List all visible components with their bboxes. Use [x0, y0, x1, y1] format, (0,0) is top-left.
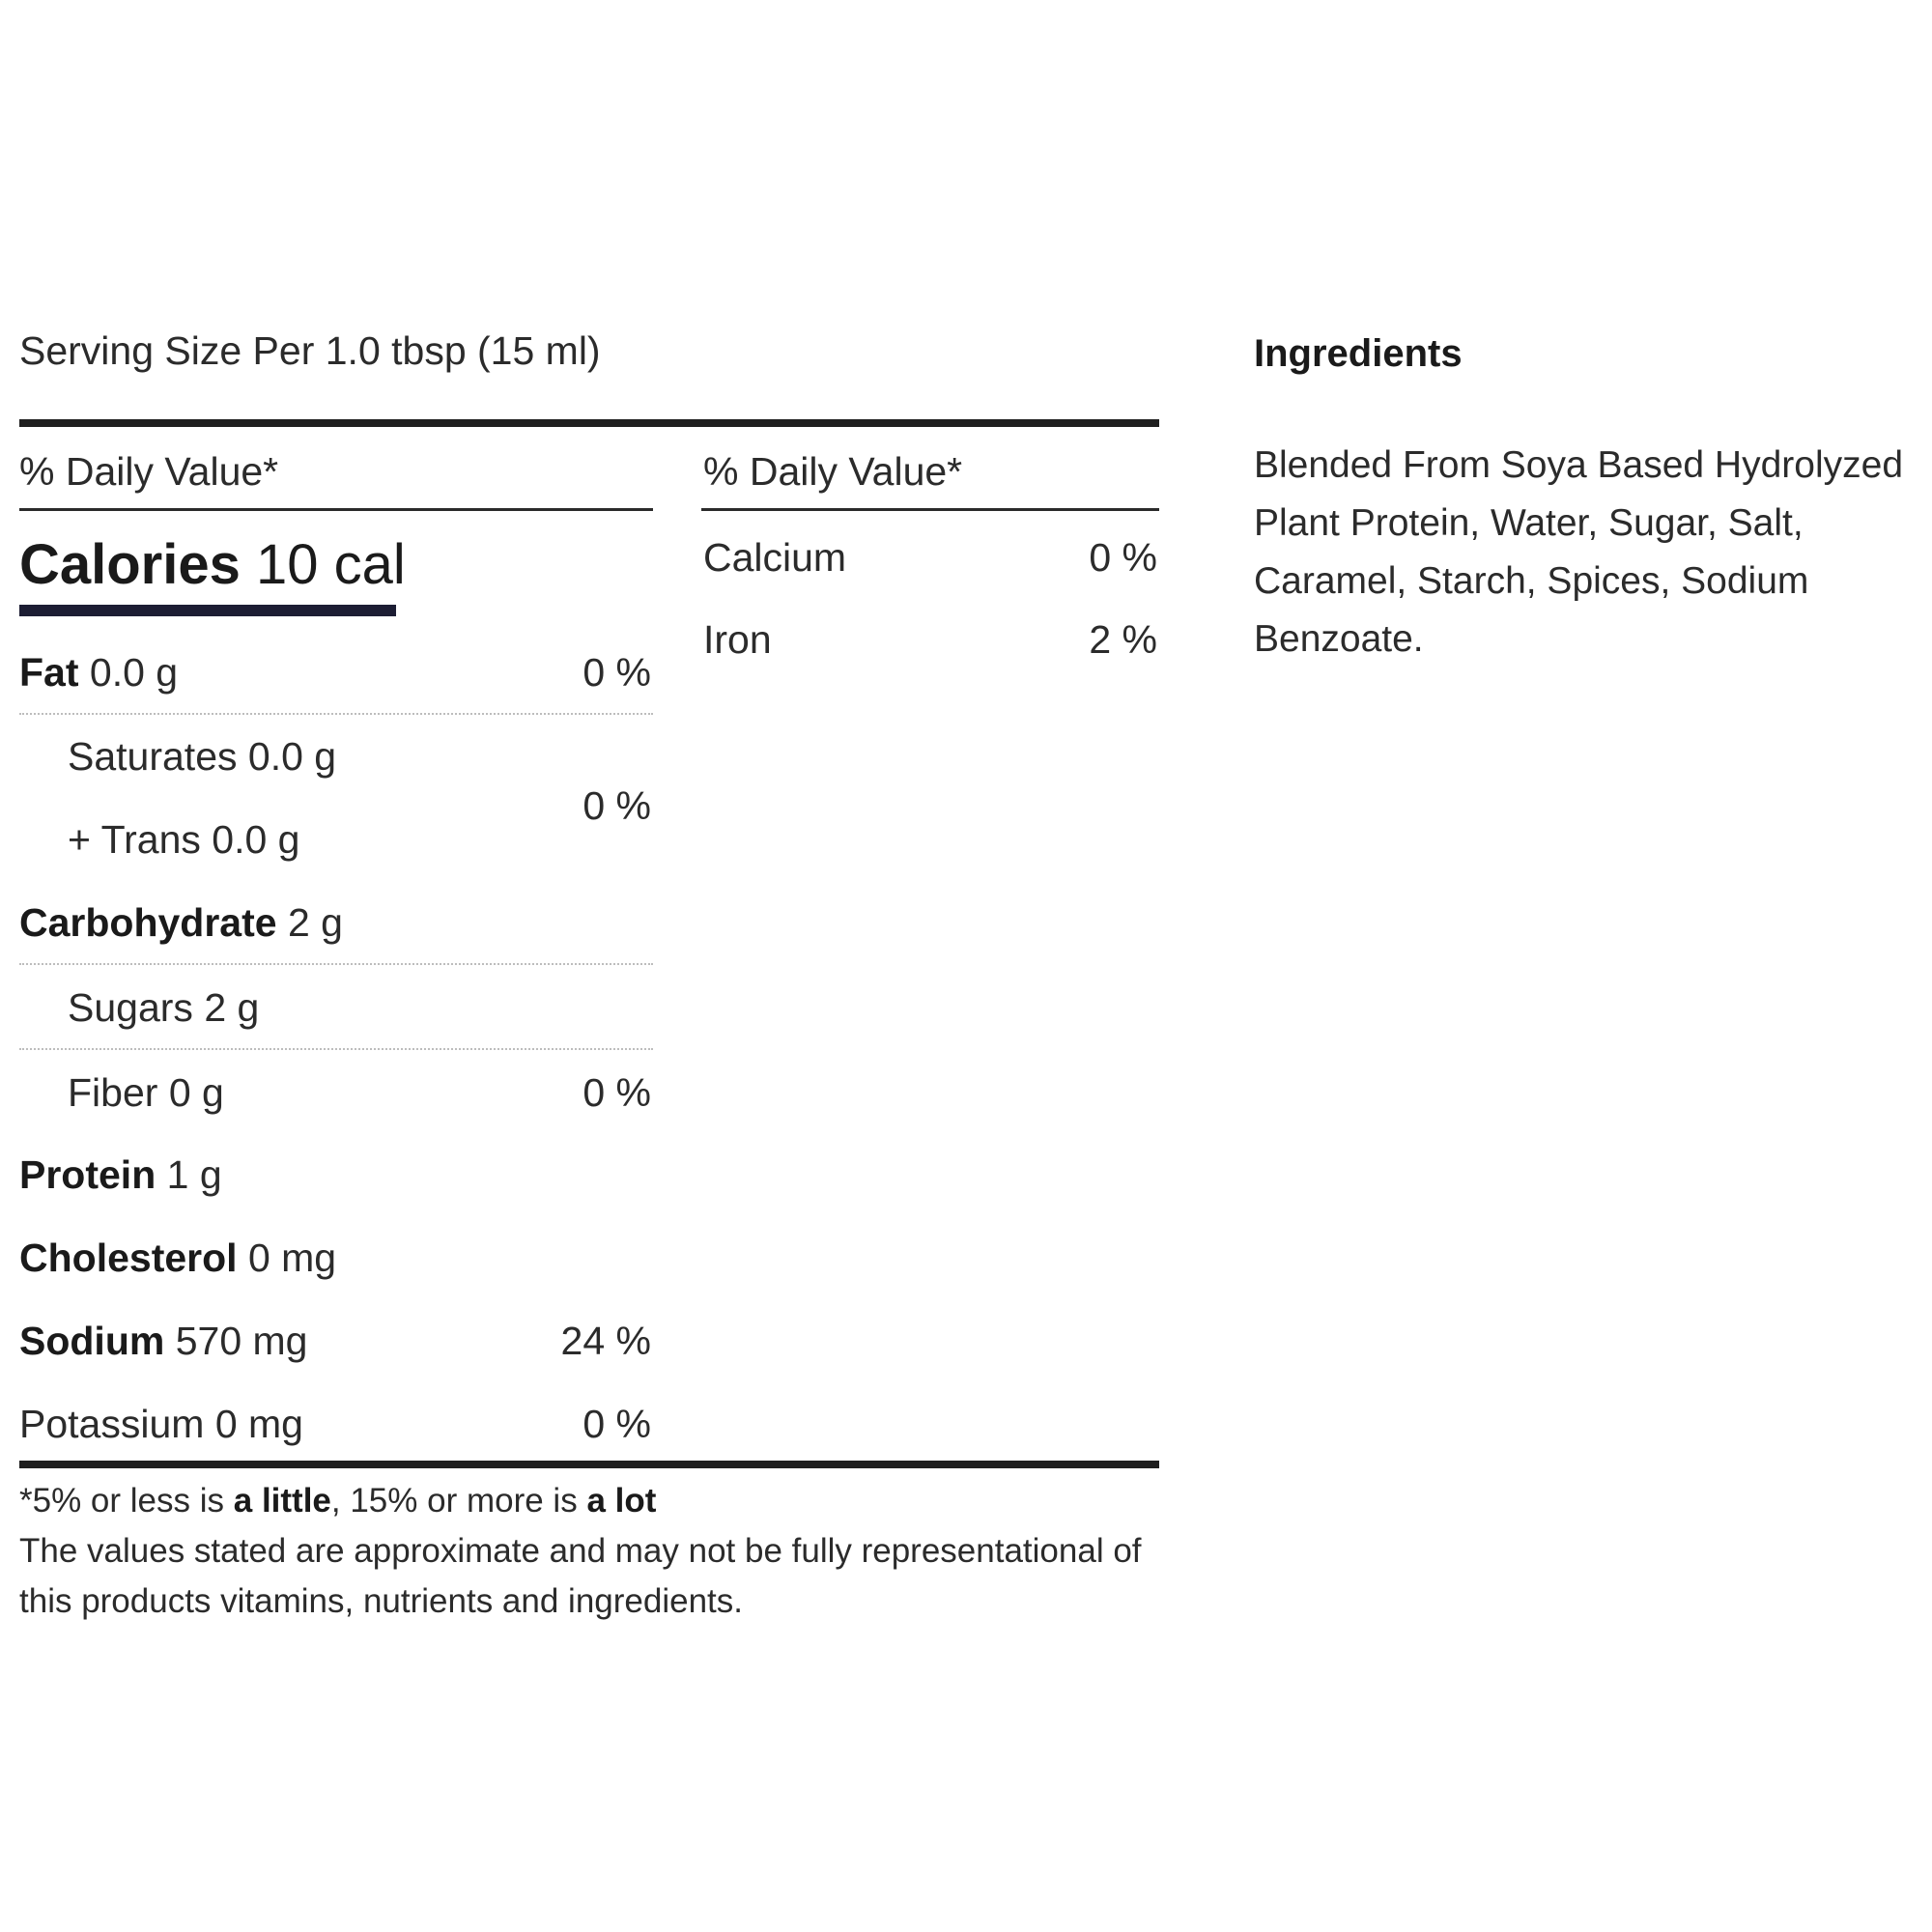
ingredients-title: Ingredients [1254, 332, 1463, 375]
right-header-rule [701, 508, 1159, 511]
carbohydrate-row [19, 900, 343, 945]
footnote-lot: a lot [586, 1482, 657, 1520]
calcium-percent: 0 % [1089, 535, 1157, 580]
sodium-row [19, 1321, 308, 1361]
fat-row [19, 650, 179, 695]
potassium-amount: 0 mg [214, 1402, 303, 1446]
potassium-percent: 0 % [582, 1402, 651, 1446]
sodium-amount: 570 mg [175, 1319, 308, 1363]
fat-label: Fat [19, 650, 79, 695]
protein-amount: 1 g [166, 1152, 222, 1197]
cholesterol-amount: 0 mg [247, 1236, 337, 1280]
calories-label: Calories [19, 533, 241, 596]
daily-value-header-right: % Daily Value* [703, 449, 963, 494]
trans-amount: 0.0 g [212, 817, 300, 862]
fat-percent: 0 % [582, 650, 651, 695]
fat-amount: 0.0 g [89, 650, 179, 695]
footnote-little: a little [233, 1482, 331, 1520]
fiber-row [68, 1070, 224, 1115]
fiber-amount: 0 g [168, 1070, 224, 1115]
footnote-scale [19, 1476, 1217, 1526]
sugars-divider [19, 1048, 653, 1050]
top-rule [19, 419, 1159, 427]
sugars-row [68, 985, 260, 1030]
cholesterol-row [19, 1238, 336, 1278]
fiber-label: Fiber [68, 1070, 158, 1115]
iron-percent: 2 % [1089, 617, 1157, 662]
saturates-label: Saturates [68, 734, 238, 779]
footnote-middle: , 15% or more is [330, 1482, 587, 1520]
calcium-label: Calcium [703, 535, 847, 580]
sugars-label: Sugars [68, 985, 193, 1030]
saturates-amount: 0.0 g [247, 734, 337, 779]
trans-label: + Trans [68, 817, 201, 862]
cholesterol-label: Cholesterol [19, 1236, 238, 1280]
fiber-percent: 0 % [582, 1070, 651, 1115]
trans-row [68, 817, 300, 862]
calories-value: 10 cal [256, 533, 406, 596]
ingredients-text: Blended From Soya Based Hydrolyzed Plant Protein, Water, Sugar, Salt, Caramel, Starch, Spices, Sodium Benzoate. [1254, 444, 1904, 660]
potassium-label: Potassium [19, 1402, 205, 1446]
protein-row [19, 1152, 222, 1197]
carbohydrate-amount: 2 g [287, 900, 343, 945]
footnote [19, 1476, 1217, 1626]
calories-row [19, 533, 406, 596]
footnote-prefix: *5% or less is [19, 1482, 234, 1520]
left-header-rule [19, 508, 653, 511]
daily-value-header-left: % Daily Value* [19, 449, 279, 494]
fat-divider [19, 713, 653, 715]
iron-label: Iron [703, 617, 772, 662]
calories-underline [19, 605, 396, 616]
saturates-trans-percent: 0 % [582, 783, 651, 828]
protein-label: Protein [19, 1152, 156, 1197]
saturates-row [68, 734, 337, 779]
serving-size: Serving Size Per 1.0 tbsp (15 ml) [19, 328, 601, 373]
sodium-label: Sodium [19, 1319, 165, 1363]
footnote-disclaimer: The values stated are approximate and may not be fully representational of this products vitamins, nutrients and ingredients. [19, 1531, 1142, 1620]
potassium-row [19, 1402, 303, 1446]
sodium-percent: 24 % [560, 1319, 651, 1363]
carbohydrate-divider [19, 963, 653, 965]
bottom-rule [19, 1461, 1159, 1468]
carbohydrate-label: Carbohydrate [19, 900, 277, 945]
sugars-amount: 2 g [204, 985, 260, 1030]
